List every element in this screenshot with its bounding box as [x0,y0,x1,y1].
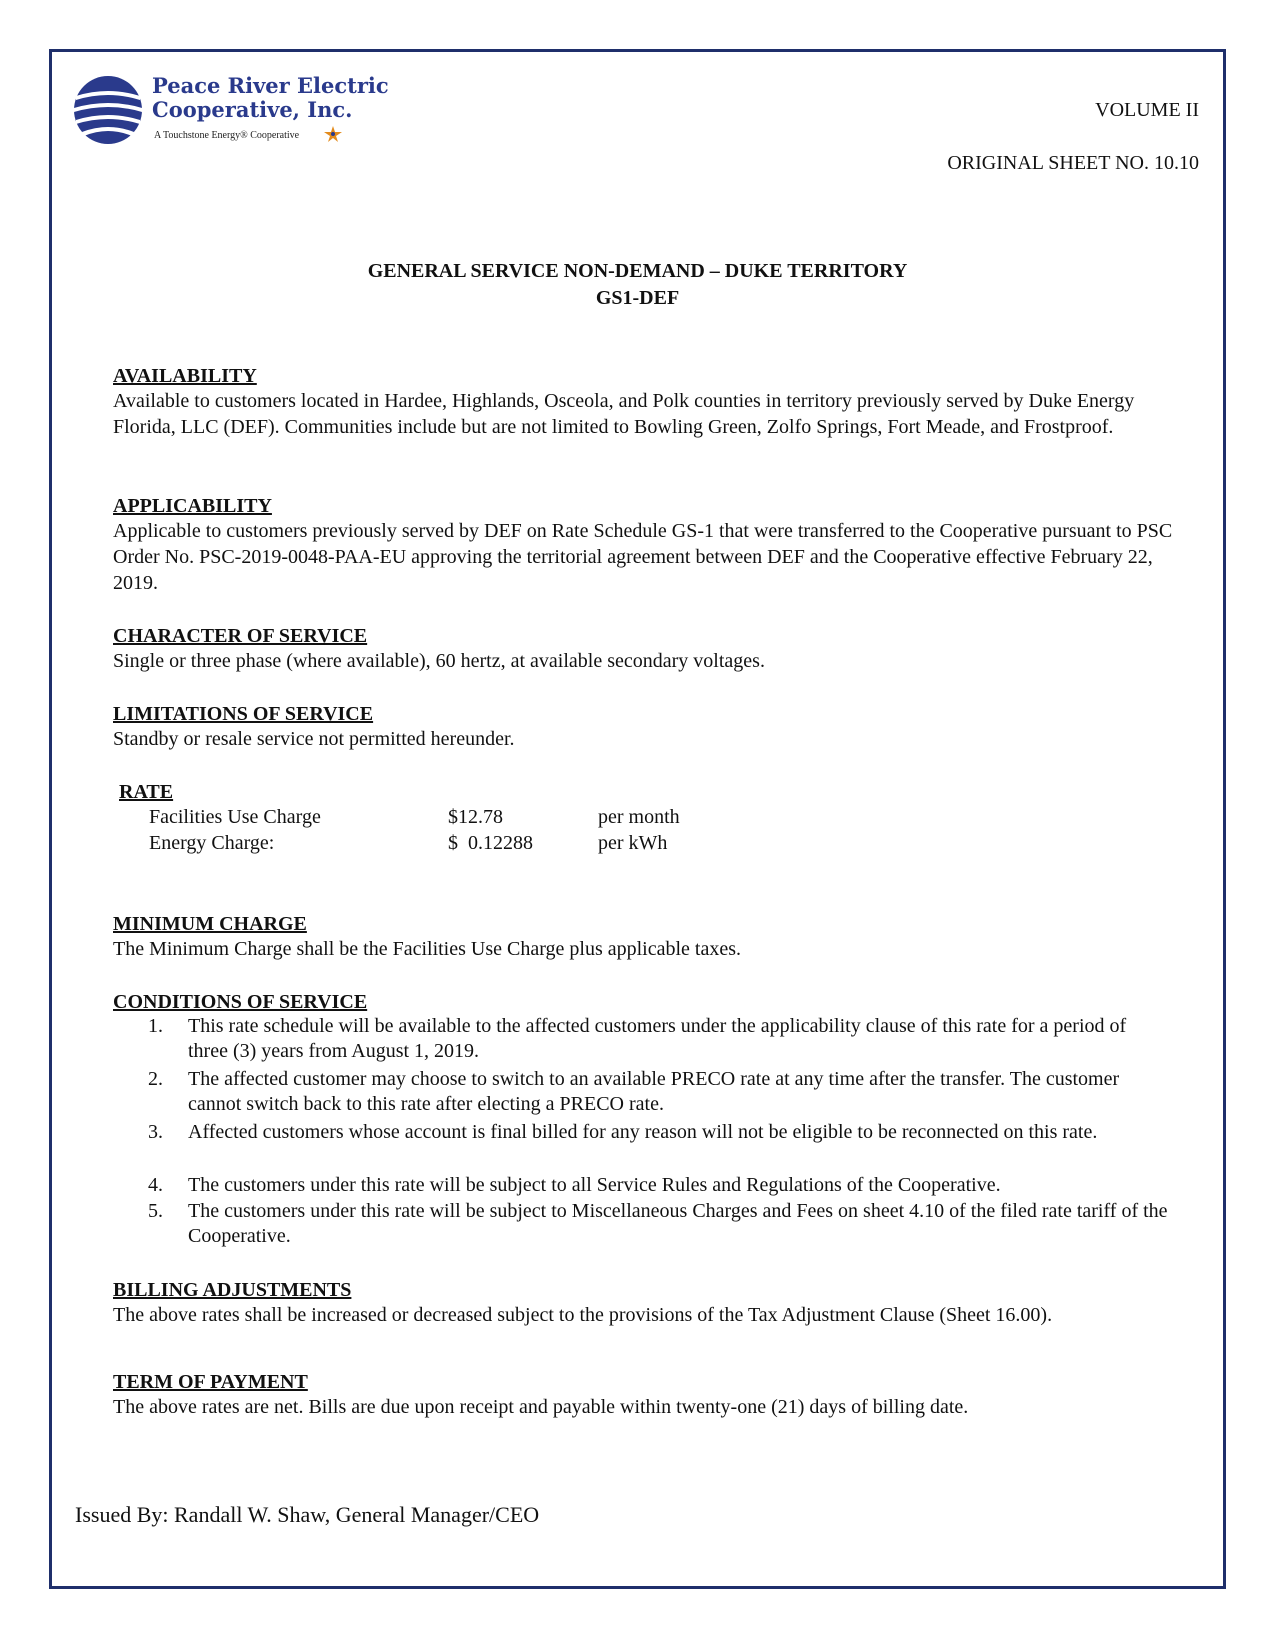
item-number: 3. [148,1121,163,1143]
availability-text: Available to customers located in Hardee, Highlands, Osceola, and Polk counties in territory previously served by Duke Energy Florida, LLC (DEF). Communities include but are not limited to Bowling Green, Zolfo Springs, Fort Meade, and Frostproof. [113,390,1135,438]
conditions-heading: CONDITIONS OF SERVICE [113,991,368,1013]
rate-amount: $12.78 [448,806,503,828]
rate-unit: per kWh [598,832,668,854]
term-of-payment-heading: TERM OF PAYMENT [113,1371,308,1393]
limitations-section [113,702,1173,752]
touchstone-star-icon [322,125,344,143]
term-of-payment-section [113,1370,1173,1420]
sheet-number: ORIGINAL SHEET NO. 10.10 [947,152,1199,174]
globe-logo-icon [72,74,144,146]
item-text: The customers under this rate will be subject to all Service Rules and Regulations of the Cooperative. [188,1174,1001,1196]
item-text: The affected customer may choose to switch to an available PRECO rate at any time after the transfer. The customer cannot switch back to this rate after electing a PRECO rate. [188,1068,1120,1115]
minimum-charge-heading: MINIMUM CHARGE [113,913,307,935]
applicability-text: Applicable to customers previously served by DEF on Rate Schedule GS-1 that were transferred to the Cooperative pursuant to PSC Order No. PSC-2019-0048-PAA-EU approving the territorial agreement between DEF and the Cooperative effective February 22, 2019. [113,520,1173,594]
title-line2: GS1-DEF [595,287,680,309]
character-section [113,624,1173,674]
rate-label: Facilities Use Charge [149,806,321,828]
logo-name [152,74,389,122]
issued-by: Issued By: Randall W. Shaw, General Manager/CEO [75,1502,540,1527]
item-number: 1. [148,1015,163,1037]
applicability-heading: APPLICABILITY [113,495,272,517]
rate-heading: RATE [119,781,174,803]
volume-label: VOLUME II [1095,99,1199,121]
rate-section [113,780,1173,860]
billing-adjustments-text: The above rates shall be increased or decreased subject to the provisions of the Tax Adjustment Clause (Sheet 16.00). [113,1304,1053,1326]
availability-heading: AVAILABILITY [113,365,257,387]
character-heading: CHARACTER OF SERVICE [113,625,368,647]
item-text: Affected customers whose account is final billed for any reason will not be eligible to be reconnected on this rate. [188,1121,1098,1143]
document-title [0,258,1275,312]
logo-name-line1: Peace River Electric [152,73,389,98]
minimum-charge-text: The Minimum Charge shall be the Facilities Use Charge plus applicable taxes. [113,938,742,960]
rate-unit: per month [598,806,680,828]
billing-adjustments-section [113,1278,1173,1328]
logo-name-line2: Cooperative, Inc. [152,97,353,122]
applicability-section [113,494,1173,596]
term-of-payment-text: The above rates are net. Bills are due upon receipt and payable within twenty-one (21) days of billing date. [113,1396,969,1418]
character-text: Single or three phase (where available), 60 hertz, at available secondary voltages. [113,650,765,672]
limitations-text: Standby or resale service not permitted hereunder. [113,728,515,750]
item-text: This rate schedule will be available to the affected customers under the applicability clause of this rate for a period of three (3) years from August 1, 2019. [188,1015,1127,1062]
item-text: The customers under this rate will be subject to Miscellaneous Charges and Fees on sheet 4.10 of the filed rate tariff of the Cooperative. [188,1200,1168,1247]
minimum-charge-section [113,912,1173,962]
limitations-heading: LIMITATIONS OF SERVICE [113,703,374,725]
item-number: 5. [148,1200,163,1222]
company-logo [72,70,389,150]
billing-adjustments-heading: BILLING ADJUSTMENTS [113,1279,352,1301]
item-number: 4. [148,1174,163,1196]
conditions-section [113,990,1173,1260]
title-line1: GENERAL SERVICE NON-DEMAND – DUKE TERRITORY [367,260,908,282]
rate-label: Energy Charge: [149,832,275,854]
availability-section [113,364,1173,440]
logo-tagline: A Touchstone Energy® Cooperative [154,130,300,141]
rate-amount: $ 0.12288 [448,832,533,854]
item-number: 2. [148,1068,163,1090]
